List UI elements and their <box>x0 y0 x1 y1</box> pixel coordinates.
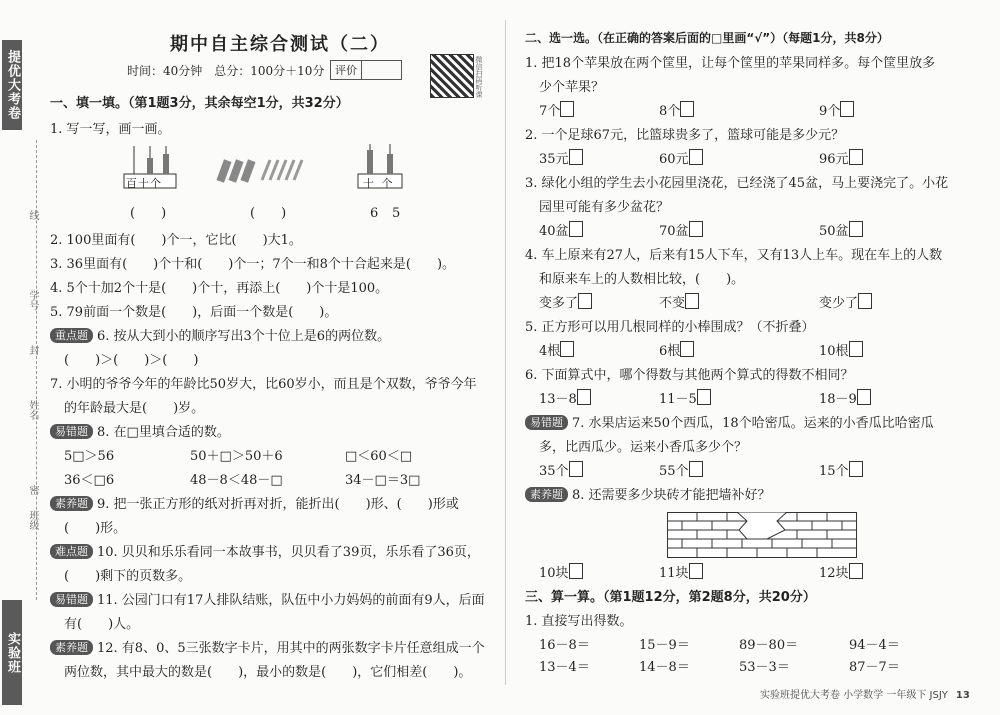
check-box[interactable] <box>697 389 711 405</box>
calc-item[interactable]: 14－8＝ <box>639 660 690 675</box>
abacus-digit: 5 <box>392 206 401 221</box>
calc-item[interactable]: 87－7＝ <box>849 660 900 675</box>
seal-word: 姓名 <box>27 400 38 420</box>
option-label: 15个 <box>819 464 849 479</box>
check-box[interactable] <box>560 101 574 117</box>
choice-5: 5. 正方形可以用几根同样的小棒围成？（不折叠） <box>525 320 815 335</box>
r7-text: 7. 水果店运来50个西瓜，18个哈密瓜。运来的小香瓜比哈密瓜 <box>572 416 934 431</box>
question-10-b: ( )剩下的页数多。 <box>64 569 192 584</box>
check-box[interactable] <box>858 293 872 309</box>
brick-wall <box>667 512 857 558</box>
left-column <box>50 92 500 682</box>
q6-answer-line[interactable]: ( )＞( )＞( ) <box>64 353 199 368</box>
option-label: 变多了 <box>539 296 579 311</box>
choice-6: 6. 下面算式中，哪个得数与其他两个算式的得数不相同？ <box>525 368 854 383</box>
option[interactable] <box>659 388 711 412</box>
q11-badge: 易错题 <box>50 592 93 607</box>
q10-text: 10. 贝贝和乐乐看同一本故事书，贝贝看了39页，乐乐看了36页， <box>97 545 480 560</box>
answer-blank[interactable]: ( ) <box>250 206 287 221</box>
margin-strip <box>0 0 50 715</box>
check-box[interactable] <box>577 389 591 405</box>
option[interactable] <box>819 388 871 412</box>
q8-item[interactable]: 5□＞56 <box>64 449 115 464</box>
section-2-heading: 二、选一选。（在正确的答案后面的□里画“√”）（每题1分，共8分） <box>525 31 889 45</box>
option-label: 70盆 <box>659 224 689 239</box>
q8-badge: 易错题 <box>50 424 93 439</box>
option-label: 12块 <box>819 566 849 581</box>
option[interactable] <box>539 220 583 244</box>
check-box[interactable] <box>569 221 583 237</box>
check-box[interactable] <box>849 563 863 579</box>
exam-meta: 时间：40分钟 总分：100分＋10分 <box>127 64 325 78</box>
option[interactable] <box>539 100 574 124</box>
calc-1: 1. 直接写出得数。 <box>525 614 633 629</box>
r7-badge: 易错题 <box>525 415 568 430</box>
option[interactable] <box>539 148 583 172</box>
question-7-b: 的年龄最大是( )岁。 <box>64 401 205 416</box>
brand-tag-top: 提优大考卷 <box>2 40 22 130</box>
calc-item[interactable]: 89－80＝ <box>739 638 799 653</box>
option[interactable] <box>819 148 863 172</box>
r8-text: 8. 还需要多少块砖才能把墙补好？ <box>572 488 771 503</box>
calc-item[interactable]: 13－4＝ <box>539 660 590 675</box>
eval-label: 评价 <box>331 61 362 79</box>
q8-item[interactable]: 36＜□6 <box>64 473 115 488</box>
column-divider <box>505 20 506 685</box>
option[interactable] <box>819 100 854 124</box>
choice-7-a <box>525 412 934 436</box>
question-11-b: 有( )人。 <box>64 617 140 632</box>
option-label: 18－9 <box>819 392 857 407</box>
q11-text: 11. 公园门口有17人排队结账，队伍中小力妈妈的前面有9人，后面 <box>97 593 485 608</box>
choice-4-b: 和原来车上的人数相比较，( )。 <box>539 272 745 287</box>
check-box[interactable] <box>560 341 574 357</box>
option-label: 55个 <box>659 464 689 479</box>
section-1-heading: 一、填一填。（第1题3分，其余每空1分，共32分） <box>50 96 349 111</box>
option-label: 4根 <box>539 344 561 359</box>
question-6 <box>50 325 390 349</box>
q9-text: 9. 把一张正方形的纸对折再对折，能折出( )形、( )形或 <box>97 497 459 512</box>
option[interactable] <box>659 100 694 124</box>
question-4: 4. 5个十加2个十是( )个十，再添上( )个十是100。 <box>50 281 389 296</box>
check-box[interactable] <box>569 461 583 477</box>
abacus-2-label: 十 个 <box>363 177 395 190</box>
seal-word: 线 <box>27 210 38 220</box>
brand-tag-bottom: 实验班 <box>2 600 22 705</box>
q9-badge: 素养题 <box>50 496 93 511</box>
check-box[interactable] <box>857 389 871 405</box>
option[interactable] <box>659 340 694 364</box>
q12-badge: 素养题 <box>50 640 93 655</box>
seal-word: 班级 <box>27 510 38 530</box>
check-box[interactable] <box>569 149 583 165</box>
check-box[interactable] <box>680 341 694 357</box>
check-box[interactable] <box>689 149 703 165</box>
option-label: 11－5 <box>659 392 697 407</box>
check-box[interactable] <box>689 461 703 477</box>
option-label: 7个 <box>539 104 561 119</box>
option-label: 9个 <box>819 104 841 119</box>
q8-item[interactable]: 48－8＜48－□ <box>190 473 283 488</box>
question-9-a <box>50 493 459 517</box>
question-12-a <box>50 637 485 661</box>
check-box[interactable] <box>849 221 863 237</box>
q10-badge: 难点题 <box>50 544 93 559</box>
option[interactable] <box>539 388 591 412</box>
question-12-b: 两位数，其中最大的数是( )，最小的数是( )，它们相差( )。 <box>64 665 472 680</box>
option[interactable] <box>659 220 703 244</box>
question-2: 2. 100里面有( )个一，它比( )大1。 <box>50 233 302 248</box>
calc-item[interactable]: 94－4＝ <box>849 638 900 653</box>
option-label: 50盆 <box>819 224 849 239</box>
page-number: 13 <box>955 690 970 701</box>
r8-badge: 素养题 <box>525 487 568 502</box>
seal-word: 封 <box>27 345 38 355</box>
q6-text: 6. 按从大到小的顺序写出3个十位上是6的两位数。 <box>97 329 391 344</box>
check-box[interactable] <box>849 341 863 357</box>
option-label: 13－8 <box>539 392 577 407</box>
q8-item[interactable]: □＜60＜□ <box>345 449 413 464</box>
check-box[interactable] <box>849 461 863 477</box>
option-label: 6根 <box>659 344 681 359</box>
q6-badge: 重点题 <box>50 328 93 343</box>
bundled-sticks <box>216 159 302 182</box>
option[interactable] <box>539 340 574 364</box>
choice-3-a: 3. 绿化小组的学生去小花园里浇花，已经浇了45盆，马上要浇完了。小花 <box>525 176 949 191</box>
option-label: 8个 <box>659 104 681 119</box>
right-column <box>525 26 985 681</box>
option-label: 96元 <box>819 152 849 167</box>
check-box[interactable] <box>689 563 703 579</box>
question-5: 5. 79前面一个数是( )，后面一个数是( )。 <box>50 305 338 320</box>
check-box[interactable] <box>689 221 703 237</box>
option-label: 40盆 <box>539 224 569 239</box>
abacus-digit: 6 <box>370 206 379 221</box>
seal-line <box>36 140 37 600</box>
option-label: 11块 <box>659 566 689 581</box>
page-footer <box>760 686 970 701</box>
question-1: 1. 写一写，画一画。 <box>50 122 171 137</box>
eval-box <box>330 60 402 80</box>
seal-word: 密 <box>27 485 38 495</box>
q8-item[interactable]: 34－□＝3□ <box>345 473 421 488</box>
option[interactable] <box>539 292 592 316</box>
question-9-b: ( )形。 <box>64 521 127 536</box>
question-7-a: 7. 小明的爷爷今年的年龄比50岁大，比60岁小，而且是个双数，爷爷今年 <box>50 377 477 392</box>
question-8 <box>50 421 230 445</box>
question-10-a <box>50 541 480 565</box>
choice-3-b: 园里可能有多少盆花？ <box>539 200 670 215</box>
choice-2: 2. 一个足球67元，比篮球贵多了，篮球可能是多少元？ <box>525 128 845 143</box>
option[interactable] <box>659 148 703 172</box>
footer-text: 实验班提优大考卷 小学数学 一年级下 JSJY <box>760 690 948 701</box>
option[interactable] <box>659 292 699 316</box>
q8-text: 8. 在□里填合适的数。 <box>97 425 230 440</box>
option-label: 10块 <box>539 566 569 581</box>
option[interactable] <box>819 340 863 364</box>
check-box[interactable] <box>840 101 854 117</box>
q8-item[interactable]: 50＋□＞50＋6 <box>190 449 283 464</box>
calc-item[interactable]: 15－9＝ <box>639 638 690 653</box>
option[interactable] <box>819 292 872 316</box>
seal-word: 学号 <box>27 290 38 310</box>
choice-1-a: 1. 把18个苹果放在两个筐里，让每个筐里的苹果同样多。每个筐里放多 <box>525 56 936 71</box>
option-label: 60元 <box>659 152 689 167</box>
option-label: 变少了 <box>819 296 859 311</box>
check-box[interactable] <box>680 101 694 117</box>
option[interactable] <box>819 220 863 244</box>
answer-blank[interactable]: ( ) <box>130 206 167 221</box>
choice-8 <box>525 484 771 508</box>
section-3-heading: 三、算一算。（第1题12分，第2题8分，共20分） <box>525 590 816 605</box>
option[interactable] <box>539 562 583 586</box>
option[interactable] <box>659 562 703 586</box>
q12-text: 12. 有8、0、5三张数字卡片，用其中的两张数字卡片任意组成一个 <box>97 641 485 656</box>
option-label: 不变 <box>659 296 686 311</box>
option[interactable] <box>819 562 863 586</box>
option[interactable] <box>659 460 703 484</box>
option-label: 10根 <box>819 344 849 359</box>
choice-7-b: 多，比西瓜少。运来小香瓜多少个？ <box>539 440 748 455</box>
check-box[interactable] <box>569 563 583 579</box>
qr-caption: 微信扫码听课 <box>475 56 483 98</box>
calc-item[interactable]: 16－8＝ <box>539 638 590 653</box>
calc-item[interactable]: 53－3＝ <box>739 660 790 675</box>
check-box[interactable] <box>849 149 863 165</box>
question-3: 3. 36里面有( )个十和( )个一；7个一和8个十合起来是( )。 <box>50 257 456 272</box>
choice-1-b: 少个苹果？ <box>539 80 605 95</box>
option-label: 35个 <box>539 464 569 479</box>
choice-4-a: 4. 车上原来有27人，后来有15人下车，又有13人上车。现在车上的人数 <box>525 248 943 263</box>
page-title: 期中自主综合测试（二） <box>170 34 390 55</box>
option[interactable] <box>819 460 863 484</box>
option-label: 35元 <box>539 152 569 167</box>
check-box[interactable] <box>578 293 592 309</box>
question-11-a <box>50 589 485 613</box>
abacus-1-label: 百十个 <box>126 177 162 190</box>
check-box[interactable] <box>685 293 699 309</box>
option[interactable] <box>539 460 583 484</box>
